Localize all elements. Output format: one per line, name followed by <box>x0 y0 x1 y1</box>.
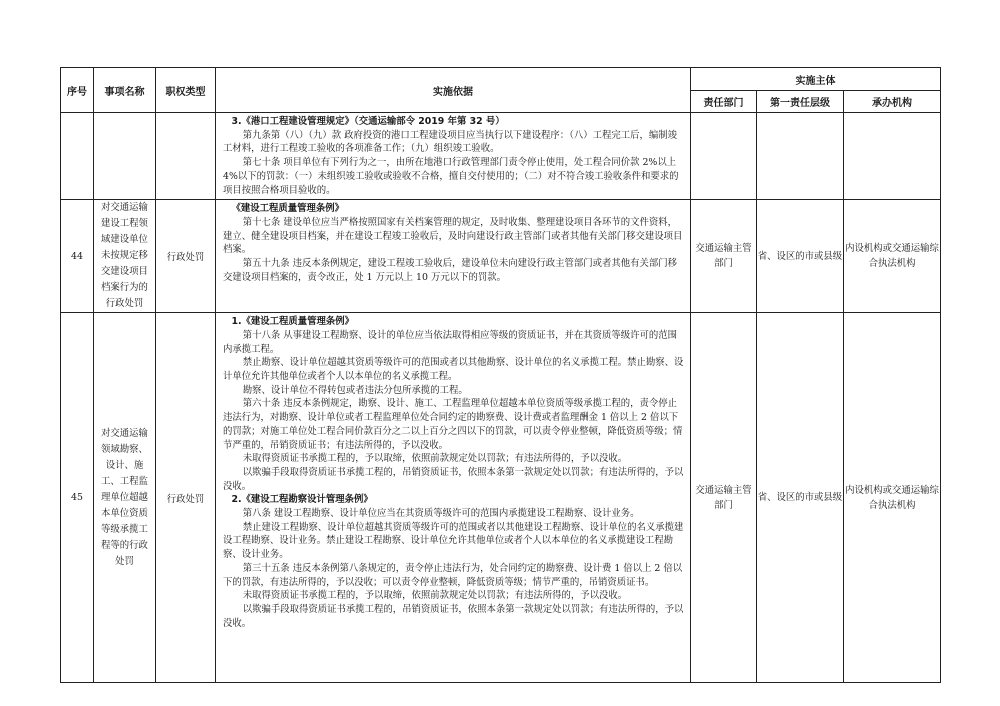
cell-dept: 交通运输主管部门 <box>691 200 757 313</box>
cell-seq <box>61 113 94 200</box>
basis-paragraph: 第五十九条 违反本条例规定，建设工程竣工验收后，建设单位未向建设行政主管部门或者其他有关部门移交建设项目档案的，责令改正，处 1 万元以上 10 万元以下的罚款。 <box>223 258 677 283</box>
cell-item-name: 对交通运输建设工程领域建设单位未按规定移交建设项目档案行为的行政处罚 <box>94 200 156 313</box>
basis-paragraph: 第六十条 违反本条例规定，勘察、设计、施工、工程监理单位超越本单位资质等级承揽工程的，责令停止违法行为，对勘察、设计单位或者工程监理单位处合同约定的勘察费、设计费或者监理酬金 1 倍以上 2 倍以下的罚款；对施工单位处工程合同价款百分之二以上百分之四以下的罚款，可以责令停业整顿，降低资质等级；情节严重的，吊销资质证书；有违法所得的，予以没收。 <box>223 398 683 451</box>
cell-level: 省、设区的市或县级 <box>757 313 844 683</box>
cell-org <box>844 113 941 200</box>
basis-paragraph: 禁止勘察、设计单位超越其资质等级许可的范围或者以其他勘察、设计单位的名义承揽工程。禁止勘察、设计单位允许其他单位或者个人以本单位的名义承揽工程。 <box>223 357 684 383</box>
basis-paragraph: 第八条 建设工程勘察、设计单位应当在其资质等级许可的范围内承揽建设工程勘察、设计业务。 <box>242 508 640 520</box>
cell-level: 省、设区的市或县级 <box>757 200 844 313</box>
basis-paragraph: 未取得资质证书承揽工程的，予以取缔，依照前款规定处以罚款；有违法所得的，予以没收。 <box>242 453 628 465</box>
cell-basis <box>216 313 691 683</box>
basis-heading: 2.《建设工程勘察设计管理条例》 <box>231 494 373 506</box>
header-item-name: 事项名称 <box>94 68 156 113</box>
basis-paragraph: 禁止建设工程勘察、设计单位超越其资质等级许可的范围或者以其他建设工程勘察、设计单位的名义承揽建设工程勘察、设计业务。禁止建设工程勘察、设计单位允许其他单位或者个人以本单位的名义承揽建设工程勘察、设计业务。 <box>223 521 684 561</box>
table-row-44 <box>61 200 941 313</box>
basis-heading: 1.《建设工程质量管理条例》 <box>231 316 355 328</box>
cell-org: 内设机构或交通运输综合执法机构 <box>844 200 941 313</box>
basis-paragraph: 以欺骗手段取得资质证书承揽工程的，吊销资质证书，依照本条第一款规定处以罚款；有违法所得的，予以没收。 <box>223 603 684 629</box>
header-dept: 责任部门 <box>691 91 757 113</box>
cell-power-type: 行政处罚 <box>156 200 216 313</box>
cell-org: 内设机构或交通运输综合执法机构 <box>844 313 941 683</box>
cell-power-type <box>156 113 216 200</box>
basis-paragraph: 第十七条 建设单位应当严格按照国家有关档案管理的规定，及时收集、整理建设项目各环节的文件资料，建立、健全建设项目档案，并在建设工程竣工验收后，及时向建设行政主管部门或者其他有关部门移交建设项目档案。 <box>223 216 683 256</box>
basis-paragraph: 未取得资质证书承揽工程的，予以取缔，依照前款规定处以罚款；有违法所得的，予以没收。 <box>242 590 628 602</box>
basis-paragraph: 第九条第（八）（九）款 政府投资的港口工程建设项目应当执行以下建设程序：（八）工程完工后，编制竣工材料，进行工程竣工验收的各项准备工作；（九）组织竣工验收。 <box>223 129 677 155</box>
header-level: 第一责任层级 <box>757 91 844 113</box>
header-org: 承办机构 <box>844 91 941 113</box>
basis-paragraph: 勘察、设计单位不得转包或者违法分包所承揽的工程。 <box>242 384 468 396</box>
header-seq: 序号 <box>61 68 94 113</box>
cell-seq: 45 <box>61 313 94 683</box>
table-row-45 <box>61 313 941 683</box>
table-row-continued <box>61 113 941 200</box>
cell-level <box>757 113 844 200</box>
cell-basis <box>216 200 691 313</box>
basis-paragraph: 第三十五条 违反本条例第八条规定的，责令停止违法行为，处合同约定的勘察费、设计费 1 倍以上 2 倍以下的罚款，有违法所得的，予以没收；可以责令停业整顿，降低资质等级；情节严重的，吊销资质证书。 <box>223 562 683 588</box>
cell-dept: 交通运输主管部门 <box>691 313 757 683</box>
cell-power-type: 行政处罚 <box>156 313 216 683</box>
basis-paragraph: 第七十条 项目单位有下列行为之一，由所在地港口行政管理部门责令停止使用，处工程合同价款 2%以上 4%以下的罚款：（一）未组织竣工验收或验收不合格，擅自交付使用的；（二）对不符合竣工验收条件和要求的项目按照合格项目验收的。 <box>223 157 679 196</box>
basis-paragraph: 第十八条 从事建设工程勘察、设计的单位应当依法取得相应等级的资质证书，并在其资质等级许可的范围内承揽工程。 <box>223 329 677 355</box>
basis-heading: 《建设工程质量管理条例》 <box>231 203 344 215</box>
cell-basis <box>216 113 691 200</box>
basis-heading: 3.《港口工程建设管理规定》（交通运输部令 2019 年第 32 号） <box>231 116 505 127</box>
header-power-type: 职权类型 <box>156 68 216 113</box>
cell-seq: 44 <box>61 200 94 313</box>
cell-dept <box>691 113 757 200</box>
regulation-table <box>60 67 941 683</box>
cell-item-name: 对交通运输领域勘察、设计、施工、工程监理单位超越本单位资质等级承揽工程等的行政处罚 <box>94 313 156 683</box>
header-subject: 实施主体 <box>691 68 941 91</box>
cell-name <box>94 113 156 200</box>
basis-paragraph: 以欺骗手段取得资质证书承揽工程的，吊销资质证书，依照本条第一款规定处以罚款；有违法所得的，予以没收。 <box>223 466 684 492</box>
header-basis: 实施依据 <box>216 68 691 113</box>
